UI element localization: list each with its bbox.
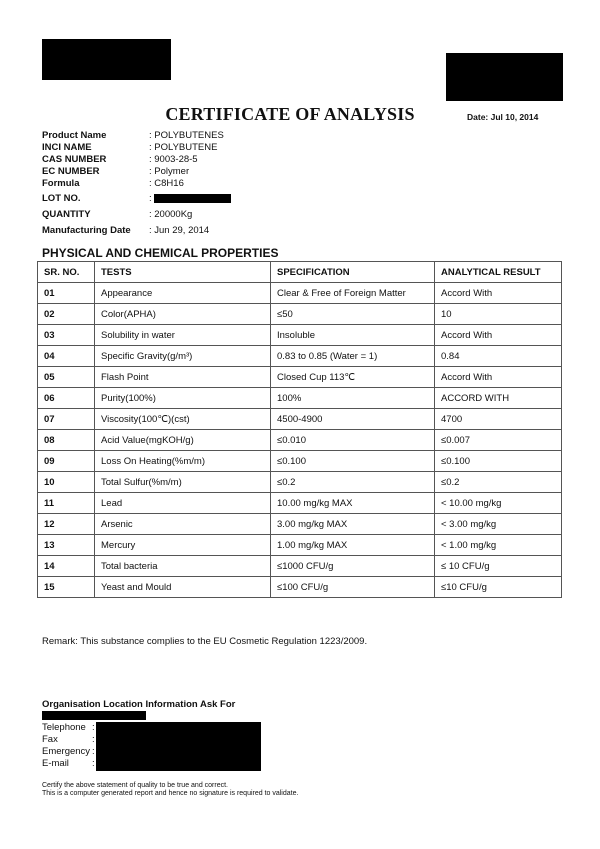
cell-test: Solubility in water xyxy=(95,325,271,346)
table-row xyxy=(38,493,562,514)
cell-result: Accord With xyxy=(435,367,562,388)
cell-result: ≤0.100 xyxy=(435,451,562,472)
table-row xyxy=(38,367,562,388)
cell-test: Flash Point xyxy=(95,367,271,388)
cell-specification: 4500-4900 xyxy=(271,409,435,430)
cell-sr-no: 14 xyxy=(38,556,95,577)
table-row xyxy=(38,514,562,535)
cell-result: < 3.00 mg/kg xyxy=(435,514,562,535)
cell-sr-no: 02 xyxy=(38,304,95,325)
cell-specification: 0.83 to 0.85 (Water = 1) xyxy=(271,346,435,367)
cell-test: Purity(100%) xyxy=(95,388,271,409)
cell-specification: Insoluble xyxy=(271,325,435,346)
cell-sr-no: 01 xyxy=(38,283,95,304)
cell-specification: Closed Cup 113℃ xyxy=(271,367,435,388)
info-value: : 20000Kg xyxy=(149,209,193,220)
cell-result: ACCORD WITH xyxy=(435,388,562,409)
info-label: LOT NO. xyxy=(42,193,81,204)
cell-specification: 3.00 mg/kg MAX xyxy=(271,514,435,535)
cell-result: ≤0.007 xyxy=(435,430,562,451)
table-row xyxy=(38,451,562,472)
table-row xyxy=(38,346,562,367)
cell-sr-no: 03 xyxy=(38,325,95,346)
header-tests: TESTS xyxy=(95,262,271,283)
table-row xyxy=(38,283,562,304)
table-row xyxy=(38,325,562,346)
cell-sr-no: 15 xyxy=(38,577,95,598)
info-label: Product Name xyxy=(42,130,107,141)
redacted-logo-right xyxy=(446,53,563,101)
info-label: INCI NAME xyxy=(42,142,92,153)
cell-specification: ≤100 CFU/g xyxy=(271,577,435,598)
info-label: Manufacturing Date xyxy=(42,225,131,236)
remark-text: Remark: This substance complies to the EU Cosmetic Regulation 1223/2009. xyxy=(42,636,368,647)
cell-test: Viscosity(100℃)(cst) xyxy=(95,409,271,430)
info-label: Formula xyxy=(42,178,80,189)
cell-test: Mercury xyxy=(95,535,271,556)
cell-sr-no: 13 xyxy=(38,535,95,556)
redacted-logo-left xyxy=(42,39,171,80)
cell-sr-no: 04 xyxy=(38,346,95,367)
cell-result: 0.84 xyxy=(435,346,562,367)
certification-note xyxy=(42,782,298,798)
info-value: : POLYBUTENE xyxy=(149,142,218,153)
organisation-heading: Organisation Location Information Ask For xyxy=(42,699,236,710)
cell-sr-no: 06 xyxy=(38,388,95,409)
info-label: EC NUMBER xyxy=(42,166,100,177)
cell-specification: ≤0.2 xyxy=(271,472,435,493)
table-row xyxy=(38,304,562,325)
cell-sr-no: 12 xyxy=(38,514,95,535)
cell-test: Specific Gravity(g/m³) xyxy=(95,346,271,367)
cell-result: < 1.00 mg/kg xyxy=(435,535,562,556)
cell-specification: ≤50 xyxy=(271,304,435,325)
cell-test: Yeast and Mould xyxy=(95,577,271,598)
cell-result: Accord With xyxy=(435,325,562,346)
header-sr-no: SR. NO. xyxy=(38,262,95,283)
properties-table xyxy=(37,261,562,598)
table-row xyxy=(38,430,562,451)
cell-result: 4700 xyxy=(435,409,562,430)
redacted-contact-details xyxy=(96,722,261,771)
header-analytical-result: ANALYTICAL RESULT xyxy=(435,262,562,283)
table-row xyxy=(38,472,562,493)
cell-test: Arsenic xyxy=(95,514,271,535)
table-row xyxy=(38,577,562,598)
cell-result: ≤ 10 CFU/g xyxy=(435,556,562,577)
cell-test: Loss On Heating(%m/m) xyxy=(95,451,271,472)
info-value: : Jun 29, 2014 xyxy=(149,225,210,236)
document-date: Date: Jul 10, 2014 xyxy=(467,112,539,122)
table-row xyxy=(38,388,562,409)
cell-test: Total bacteria xyxy=(95,556,271,577)
cell-specification: ≤0.010 xyxy=(271,430,435,451)
cell-specification: ≤1000 CFU/g xyxy=(271,556,435,577)
cell-result: Accord With xyxy=(435,283,562,304)
cell-test: Appearance xyxy=(95,283,271,304)
contact-label: Emergency xyxy=(42,746,91,757)
redacted-organisation-name xyxy=(42,711,146,720)
cell-test: Lead xyxy=(95,493,271,514)
cell-result: 10 xyxy=(435,304,562,325)
info-label: CAS NUMBER xyxy=(42,154,107,165)
info-value: : Polymer xyxy=(149,166,190,177)
cell-sr-no: 08 xyxy=(38,430,95,451)
cell-specification: ≤0.100 xyxy=(271,451,435,472)
contact-label: Fax xyxy=(42,734,58,745)
info-value: : POLYBUTENES xyxy=(149,130,224,141)
cell-result: ≤10 CFU/g xyxy=(435,577,562,598)
cell-specification: Clear & Free of Foreign Matter xyxy=(271,283,435,304)
cell-result: < 10.00 mg/kg xyxy=(435,493,562,514)
cell-specification: 100% xyxy=(271,388,435,409)
cell-specification: 10.00 mg/kg MAX xyxy=(271,493,435,514)
info-value: : C8H16 xyxy=(149,178,184,189)
cell-result: ≤0.2 xyxy=(435,472,562,493)
table-row xyxy=(38,556,562,577)
cell-sr-no: 11 xyxy=(38,493,95,514)
table-row xyxy=(38,409,562,430)
header-specification: SPECIFICATION xyxy=(271,262,435,283)
info-value: : xyxy=(149,193,152,204)
info-label: QUANTITY xyxy=(42,209,91,220)
cell-test: Acid Value(mgKOH/g) xyxy=(95,430,271,451)
cell-sr-no: 07 xyxy=(38,409,95,430)
contact-label: Telephone xyxy=(42,722,86,733)
certification-line: Certify the above statement of quality to be true and correct. xyxy=(42,782,228,789)
cell-sr-no: 09 xyxy=(38,451,95,472)
cell-sr-no: 05 xyxy=(38,367,95,388)
contact-label: E-mail xyxy=(42,758,69,769)
table-header-row xyxy=(38,262,562,283)
cell-specification: 1.00 mg/kg MAX xyxy=(271,535,435,556)
cell-sr-no: 10 xyxy=(38,472,95,493)
table-row xyxy=(38,535,562,556)
document-title: CERTIFICATE OF ANALYSIS xyxy=(165,104,415,124)
certification-line: This is a computer generated report and hence no signature is required to validate. xyxy=(42,790,299,797)
info-value: : 9003-28-5 xyxy=(149,154,198,165)
cell-test: Color(APHA) xyxy=(95,304,271,325)
section-title: PHYSICAL AND CHEMICAL PROPERTIES xyxy=(42,246,279,260)
cell-test: Total Sulfur(%m/m) xyxy=(95,472,271,493)
redacted-lot-number xyxy=(154,194,231,203)
